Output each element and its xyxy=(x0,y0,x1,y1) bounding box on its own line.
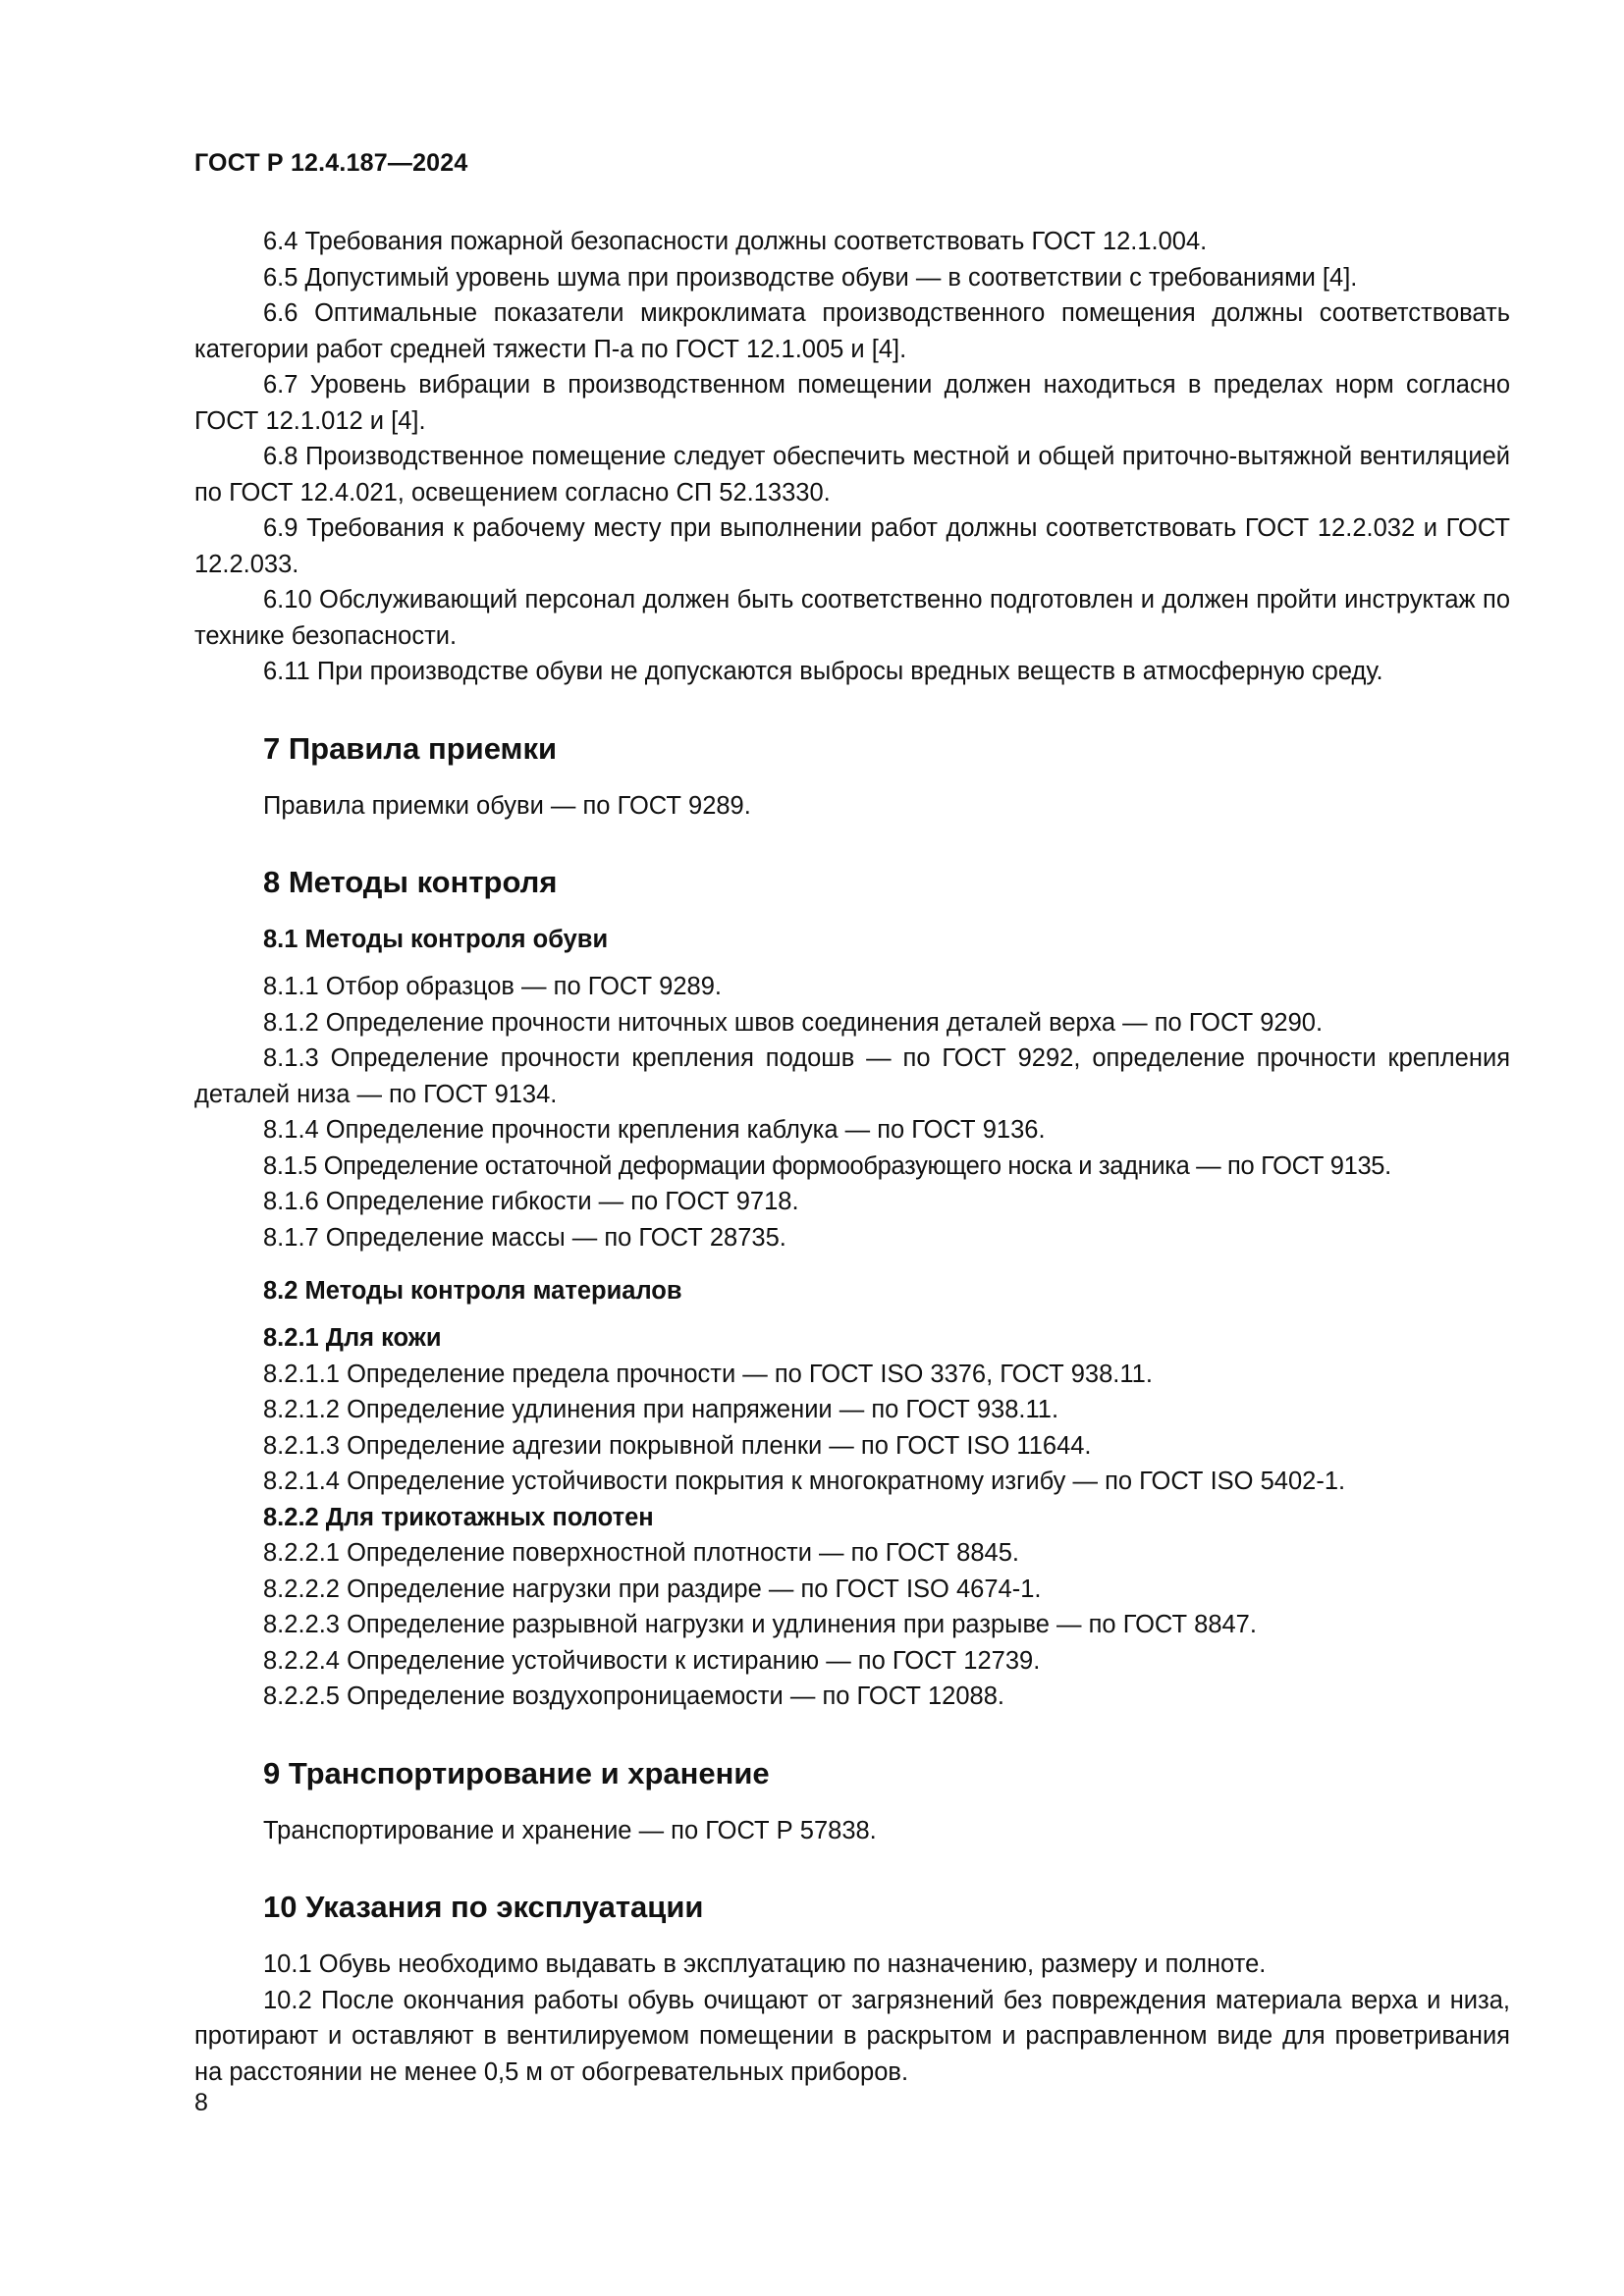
section-9-text: Транспортирование и хранение — по ГОСТ Р 57838. xyxy=(263,1816,877,1844)
item-8-2-2-5: 8.2.2.5 Определение воздухопроницаемости — по ГОСТ 12088. xyxy=(263,1682,1004,1710)
section-10-heading: 10 Указания по эксплуатации xyxy=(263,1890,704,1924)
paragraph-6-11: 6.11 При производстве обуви не допускаются выбросы вредных веществ в атмосферную среду. xyxy=(263,658,1383,685)
item-8-2-2-3: 8.2.2.3 Определение разрывной нагрузки и удлинения при разрыве — по ГОСТ 8847. xyxy=(263,1611,1257,1638)
item-8-2-1-4: 8.2.1.4 Определение устойчивости покрытия к многократному изгибу — по ГОСТ ISO 5402-1. xyxy=(263,1468,1346,1495)
item-8-2-2-1: 8.2.2.1 Определение поверхностной плотности — по ГОСТ 8845. xyxy=(263,1539,1019,1567)
paragraph-6-9: 6.9 Требования к рабочему месту при выполнении работ должны соответствовать ГОСТ 12.2.032 и ГОСТ 12.2.033. xyxy=(194,514,1510,578)
paragraph-6-4: 6.4 Требования пожарной безопасности должны соответствовать ГОСТ 12.1.004. xyxy=(263,228,1208,255)
paragraph-10-2: 10.2 После окончания работы обувь очищают от загрязнений без повреждения материала верха и низа, протирают и оставляют в вентилируемом помещении в раскрытом и расправленном виде для проветривания на расстоянии не менее 0,5 м от обогревательных приборов. xyxy=(194,1986,1510,2086)
item-8-1-3: 8.1.3 Определение прочности крепления подошв — по ГОСТ 9292, определение прочности крепления деталей низа — по ГОСТ 9134. xyxy=(194,1044,1510,1108)
item-8-1-2: 8.1.2 Определение прочности ниточных швов соединения деталей верха — по ГОСТ 9290. xyxy=(263,1008,1324,1037)
subsection-8-2-heading: 8.2 Методы контроля материалов xyxy=(263,1277,682,1305)
subsection-8-2-1-heading: 8.2.1 Для кожи xyxy=(263,1324,442,1352)
paragraph-6-5: 6.5 Допустимый уровень шума при производстве обуви — в соответствии с требованиями [4]. xyxy=(263,263,1358,292)
document-body xyxy=(194,224,1510,2090)
page-number: 8 xyxy=(194,2089,208,2116)
item-8-1-4: 8.1.4 Определение прочности крепления каблука — по ГОСТ 9136. xyxy=(263,1116,1046,1144)
paragraph-6-6: 6.6 Оптимальные показатели микроклимата производственного помещения должны соответствовать категории работ средней тяжести П-а по ГОСТ 12.1.005 и [4]. xyxy=(194,299,1510,363)
item-8-2-2-2: 8.2.2.2 Определение нагрузки при раздире — по ГОСТ ISO 4674-1. xyxy=(263,1575,1042,1603)
item-8-1-5: 8.1.5 Определение остаточной деформации формообразующего носка и задника — по ГОСТ 9135. xyxy=(263,1151,1391,1180)
paragraph-6-8: 6.8 Производственное помещение следует обеспечить местной и общей приточно-вытяжной вентиляцией по ГОСТ 12.4.021, освещением согласно СП 52.13330. xyxy=(194,443,1510,507)
document-header: ГОСТ Р 12.4.187—2024 xyxy=(194,149,468,177)
subsection-8-2-2-heading: 8.2.2 Для трикотажных полотен xyxy=(263,1503,654,1531)
section-7-heading: 7 Правила приемки xyxy=(263,730,558,766)
item-8-1-7: 8.1.7 Определение массы — по ГОСТ 28735. xyxy=(263,1223,786,1252)
item-8-2-1-1: 8.2.1.1 Определение предела прочности — по ГОСТ ISO 3376, ГОСТ 938.11. xyxy=(263,1360,1153,1388)
item-8-1-6: 8.1.6 Определение гибкости — по ГОСТ 9718. xyxy=(263,1188,799,1215)
paragraph-6-10: 6.10 Обслуживающий персонал должен быть соответственно подготовлен и должен пройти инструктаж по технике безопасности. xyxy=(194,586,1510,650)
item-8-2-1-2: 8.2.1.2 Определение удлинения при напряжении — по ГОСТ 938.11. xyxy=(263,1396,1059,1423)
item-8-1-1: 8.1.1 Отбор образцов — по ГОСТ 9289. xyxy=(263,973,722,1000)
item-8-2-1-3: 8.2.1.3 Определение адгезии покрывной пленки — по ГОСТ ISO 11644. xyxy=(263,1431,1092,1460)
item-8-2-2-4: 8.2.2.4 Определение устойчивости к истиранию — по ГОСТ 12739. xyxy=(263,1646,1041,1675)
subsection-8-1-heading: 8.1 Методы контроля обуви xyxy=(263,926,609,953)
section-9-heading: 9 Транспортирование и хранение xyxy=(263,1755,770,1790)
paragraph-10-1: 10.1 Обувь необходимо выдавать в эксплуатацию по назначению, размеру и полноте. xyxy=(263,1950,1267,1978)
section-8-heading: 8 Методы контроля xyxy=(263,865,558,899)
section-7-text: Правила приемки обуви — по ГОСТ 9289. xyxy=(263,791,751,820)
paragraph-6-7: 6.7 Уровень вибрации в производственном помещении должен находиться в пределах норм согласно ГОСТ 12.1.012 и [4]. xyxy=(194,371,1510,435)
